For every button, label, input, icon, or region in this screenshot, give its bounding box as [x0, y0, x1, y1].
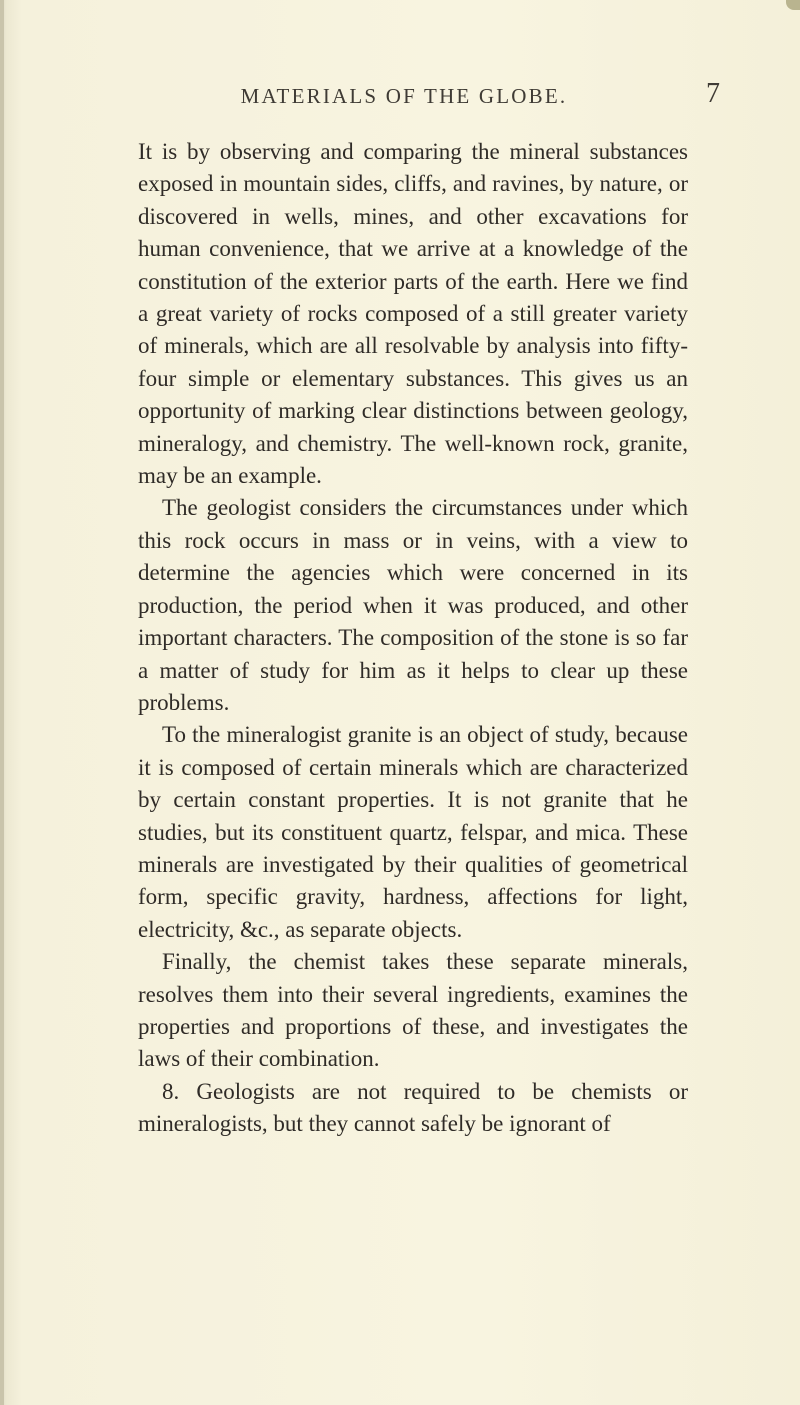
paragraph-4: Finally, the chemist takes these separate minerals, resolves them into their several ingredients, examines the properties and proportions of these, and investigates the laws of their combination.	[138, 949, 688, 1072]
paragraph-1: It is by observing and comparing the mineral substances exposed in mountain sides, cliffs, and ravines, by nature, or discovered in wells, mines, and other excavations for human convenience, that we arrive at a knowledge of the constitution of the exterior parts of the earth. Here we find a great variety of rocks composed of a still greater variety of minerals, which are all resolvable by analysis into fifty-four simple or elementary substances. This gives us an opportunity of marking clear distinctions between geology, mineralogy, and chemistry. The well-known rock, granite, may be an example.	[138, 139, 688, 489]
running-head	[0, 78, 800, 118]
paragraph-3: To the mineralogist granite is an object of study, because it is composed of certain minerals which are characterized by certain constant properties. It is not granite that he studies, but its constituent quartz, felspar, and mica. These minerals are investigated by their qualities of geometrical form, specific gravity, hardness, affections for light, electricity, &c., as separate objects.	[138, 722, 688, 942]
body-text	[138, 136, 688, 1141]
running-title: MATERIALS OF THE GLOBE.	[240, 84, 568, 108]
page-corner-mark	[786, 0, 800, 10]
paragraph-2: The geologist considers the circumstances under which this rock occurs in mass or in veins, with a view to determine the agencies which were concerned in its production, the period when it was produced, and other important characters. The composition of the stone is so far a matter of study for him as it helps to clear up these problems.	[138, 495, 688, 715]
paragraph-5: 8. Geologists are not required to be chemists or mineralogists, but they cannot safely be ignorant of	[138, 1078, 688, 1137]
page-number: 7	[706, 78, 720, 109]
page-gutter-edge	[0, 0, 4, 1405]
